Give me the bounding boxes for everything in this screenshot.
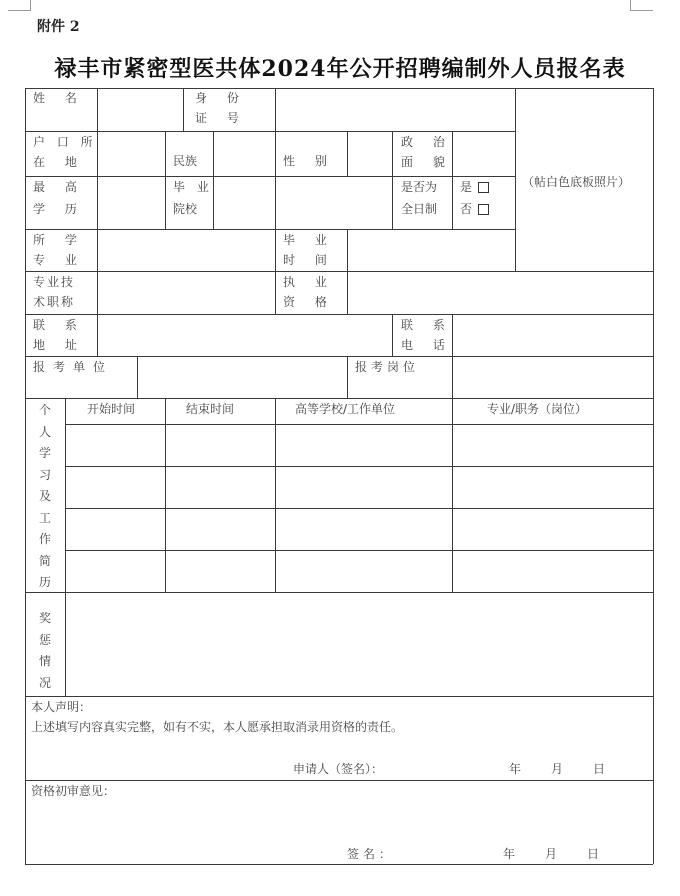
education-label-2: 学 历 bbox=[33, 202, 85, 216]
corner-mark-right bbox=[630, 0, 653, 11]
yes-label: 是 bbox=[460, 180, 473, 194]
declaration-month: 月 bbox=[551, 762, 564, 776]
rule bbox=[25, 696, 653, 697]
applicant-signature-label: 申请人（签名）： bbox=[293, 762, 384, 776]
rule bbox=[25, 356, 653, 357]
col-end-time: 结束时间 bbox=[186, 402, 235, 416]
rule bbox=[452, 356, 453, 398]
rule bbox=[25, 864, 653, 865]
phone-label-1: 联 系 bbox=[401, 318, 453, 332]
review-signature-label: 签名： bbox=[347, 847, 396, 861]
address-label-1: 联 系 bbox=[33, 318, 85, 332]
grad-school-label-2: 院校 bbox=[173, 202, 198, 216]
apply-post-label: 报考岗位 bbox=[355, 360, 420, 374]
rule bbox=[65, 398, 66, 696]
declaration-day: 日 bbox=[593, 762, 606, 776]
rule bbox=[65, 424, 653, 425]
address-label-2: 地 址 bbox=[33, 338, 85, 352]
rule bbox=[165, 131, 166, 229]
major-label-2: 专 业 bbox=[33, 253, 85, 267]
rule bbox=[97, 314, 98, 356]
review-month: 月 bbox=[545, 847, 558, 861]
rule bbox=[25, 229, 515, 230]
fulltime-yes-option[interactable] bbox=[460, 179, 489, 195]
attachment-label: 附件 2 bbox=[37, 19, 80, 35]
rule bbox=[183, 88, 184, 131]
rule bbox=[25, 314, 653, 315]
rule bbox=[25, 398, 653, 399]
rule bbox=[25, 88, 26, 864]
license-label-2: 资 格 bbox=[283, 295, 335, 309]
rule bbox=[65, 466, 653, 467]
photo-placeholder: （帖白色底板照片） bbox=[522, 175, 631, 189]
col-school-unit: 高等学校/工作单位 bbox=[295, 402, 396, 416]
apply-unit-label: 报考单位 bbox=[33, 360, 114, 374]
review-title: 资格初审意见： bbox=[31, 784, 116, 798]
rule bbox=[275, 88, 276, 229]
declaration-text: 上述填写内容真实完整，如有不实，本人愿承担取消录用资格的责任。 bbox=[31, 720, 404, 734]
declaration-year: 年 bbox=[509, 762, 522, 776]
grad-time-label-2: 时 间 bbox=[283, 253, 335, 267]
hukou-label-2: 在 地 bbox=[33, 155, 85, 169]
rule bbox=[25, 780, 653, 781]
rule bbox=[275, 398, 276, 592]
rule bbox=[97, 229, 98, 313]
rule bbox=[275, 229, 276, 314]
no-checkbox[interactable] bbox=[478, 204, 489, 215]
id-card-label-1: 身 份 bbox=[195, 91, 247, 105]
grad-school-label-1: 毕 业 bbox=[173, 180, 213, 194]
yes-checkbox[interactable] bbox=[478, 182, 489, 193]
col-major-post: 专业/职务（岗位） bbox=[487, 402, 588, 416]
political-label-1: 政 治 bbox=[401, 135, 453, 149]
col-start-time: 开始时间 bbox=[87, 402, 136, 416]
name-label: 姓 名 bbox=[33, 91, 85, 105]
rule bbox=[392, 131, 393, 229]
rule bbox=[25, 176, 515, 177]
rule bbox=[137, 356, 138, 398]
rule bbox=[25, 271, 653, 272]
fulltime-no-option[interactable] bbox=[460, 201, 489, 217]
rule bbox=[347, 356, 348, 398]
rule bbox=[347, 131, 348, 176]
rule bbox=[392, 314, 393, 356]
id-card-label-2: 证 号 bbox=[195, 111, 247, 125]
registration-form-table bbox=[25, 88, 653, 864]
rule bbox=[653, 88, 654, 864]
license-label-1: 执 业 bbox=[283, 275, 335, 289]
rewards-label: 奖惩情况 bbox=[38, 611, 51, 690]
declaration-title: 本人声明： bbox=[31, 700, 92, 714]
review-year: 年 bbox=[503, 847, 516, 861]
grad-time-label-1: 毕 业 bbox=[283, 233, 335, 247]
rule bbox=[25, 592, 653, 593]
corner-mark-left bbox=[8, 0, 31, 11]
rule bbox=[65, 508, 653, 509]
ethnicity-label: 民族 bbox=[173, 154, 198, 168]
review-day: 日 bbox=[587, 847, 600, 861]
form-title: 禄丰市紧密型医共体2024年公开招聘编制外人员报名表 bbox=[54, 56, 626, 82]
rule bbox=[213, 131, 214, 229]
title-label-2: 术职称 bbox=[33, 295, 76, 309]
resume-label: 个人学习及工作简历 bbox=[38, 403, 51, 589]
major-label-1: 所 学 bbox=[33, 233, 85, 247]
rule bbox=[25, 131, 515, 132]
political-label-2: 面 貌 bbox=[401, 155, 453, 169]
gender-label: 性 别 bbox=[283, 154, 335, 168]
phone-label-2: 电 话 bbox=[401, 338, 453, 352]
rule bbox=[25, 88, 653, 89]
title-label-1: 专业技 bbox=[33, 275, 76, 289]
education-label-1: 最 高 bbox=[33, 180, 85, 194]
rule bbox=[515, 88, 516, 271]
rule bbox=[452, 398, 453, 592]
rule bbox=[65, 550, 653, 551]
fulltime-label-1: 是否为 bbox=[401, 180, 438, 194]
rule bbox=[165, 398, 166, 592]
rule bbox=[347, 229, 348, 314]
no-label: 否 bbox=[460, 202, 473, 216]
hukou-label-1: 户 口 所 bbox=[33, 135, 97, 149]
fulltime-label-2: 全日制 bbox=[401, 202, 438, 216]
